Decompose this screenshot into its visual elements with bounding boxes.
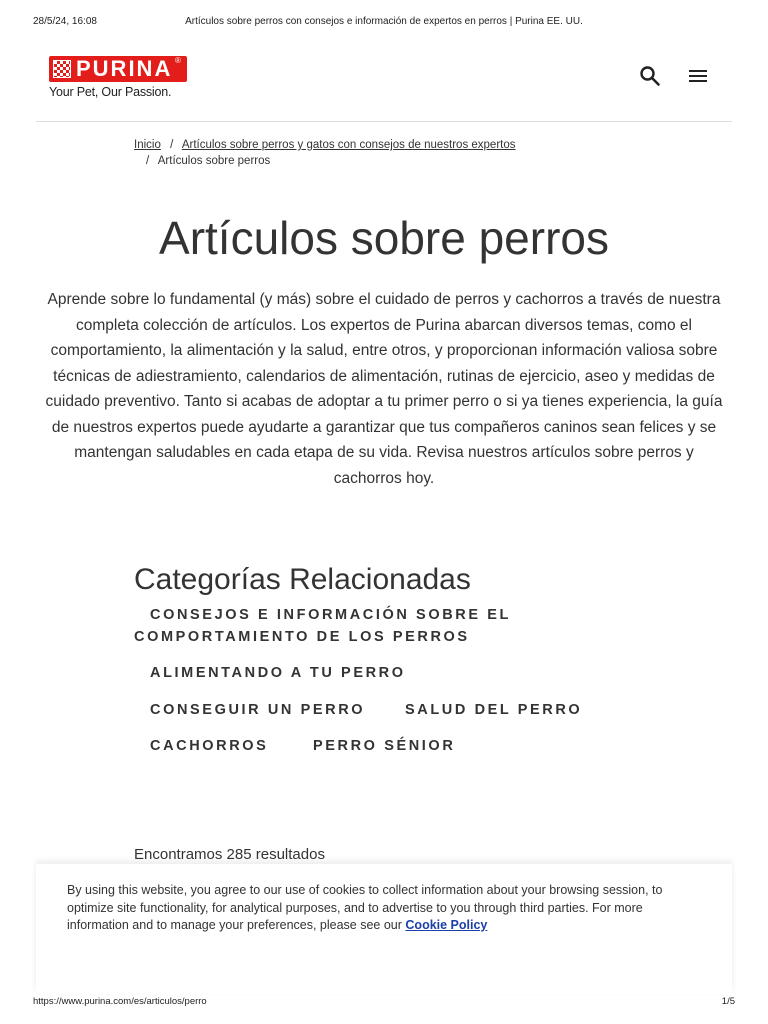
category-getting-dog-link[interactable]: CONSEGUIR UN PERRO <box>150 702 366 718</box>
page-title: Artículos sobre perros <box>159 212 609 264</box>
print-footer <box>33 996 735 1010</box>
intro-paragraph: Aprende sobre lo fundamental (y más) sobre el cuidado de perros y cachorros a través de nuestra completa colección de artículos. Los expertos de Purina abarcan diversos temas, como el comportamiento, la alimentación y la salud, entre otros, y proporcionan información valiosa sobre técnicas de adiestramiento, calendarios de alimentación, rutinas de ejercicio, aseo y medidas de cuidado preventivo. Tanto si acabas de adoptar a tu primer perro o si ya tienes experiencia, la guía de nuestros expertos puede ayudarte a garantizar que tus compañeros caninos sean felices y se mantengan saludables en cada etapa de su vida. Revisa nuestros artículos sobre perros y cachorros hoy. <box>45 291 723 487</box>
category-behavior-link-line2[interactable]: COMPORTAMIENTO DE LOS PERROS <box>134 629 470 645</box>
category-feeding-link[interactable]: ALIMENTANDO A TU PERRO <box>150 665 406 681</box>
cookie-message: By using this website, you agree to our use of cookies to collect information about your browsing session, to optimize site functionality, for analytical purposes, and to advertise to you through third parties. For more information and to manage your preferences, please see our <box>67 883 663 932</box>
search-icon <box>638 64 662 88</box>
cookie-text-block <box>67 882 687 935</box>
hamburger-menu-icon <box>686 64 710 88</box>
breadcrumb-current: Artículos sobre perros <box>157 155 271 167</box>
menu-button[interactable] <box>686 64 710 88</box>
breadcrumb-separator: / <box>170 139 174 151</box>
breadcrumb-home-link[interactable]: Inicio <box>134 139 161 151</box>
print-page-number: 1/5 <box>721 996 735 1007</box>
print-date: 28/5/24, 16:08 <box>33 16 97 27</box>
breadcrumb-separator: / <box>146 155 150 167</box>
category-health-link[interactable]: SALUD DEL PERRO <box>405 702 583 718</box>
breadcrumb <box>134 137 634 169</box>
site-header <box>36 40 732 122</box>
logo-registered-mark: ® <box>175 56 181 65</box>
print-url: https://www.purina.com/es/articulos/perro <box>33 996 207 1007</box>
print-doc-title: Artículos sobre perros con consejos e información de expertos en perros | Purina EE. UU. <box>185 16 583 27</box>
search-button[interactable] <box>638 64 662 88</box>
cookie-policy-link[interactable]: Cookie Policy <box>405 918 488 932</box>
purina-logo[interactable] <box>49 56 209 104</box>
related-categories-title: Categorías Relacionadas <box>134 563 471 596</box>
breadcrumb-parent-link[interactable]: Artículos sobre perros y gatos con consejos de nuestros expertos <box>181 139 516 151</box>
cookie-banner <box>36 864 732 994</box>
category-puppies-link[interactable]: CACHORROS <box>150 738 269 754</box>
category-senior-link[interactable]: PERRO SÉNIOR <box>313 738 456 754</box>
breadcrumb-current-row <box>140 153 634 169</box>
category-behavior-link[interactable]: CONSEJOS E INFORMACIÓN SOBRE EL <box>150 607 511 623</box>
logo-wordmark: PURINA <box>76 56 173 81</box>
print-header <box>33 16 735 30</box>
logo-tagline: Your Pet, Our Passion. <box>49 85 172 99</box>
results-count: Encontramos 285 resultados <box>134 846 325 863</box>
logo-badge <box>49 56 187 82</box>
checkerboard-icon <box>53 60 71 78</box>
